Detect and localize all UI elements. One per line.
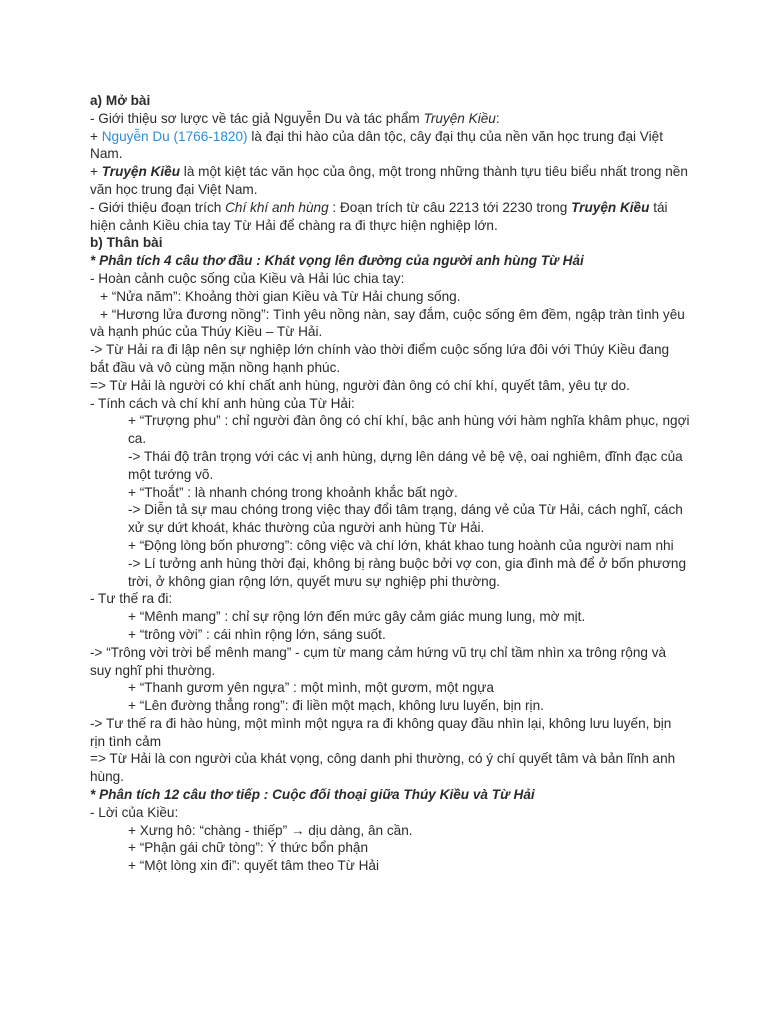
paragraph: + “Một lòng xin đi”: quyết tâm theo Từ Hải: [128, 858, 380, 874]
paragraph: - Lời của Kiều:: [90, 804, 179, 820]
section-heading-than-bai: b) Thân bài: [90, 235, 163, 251]
paragraph: + Xưng hô: “chàng - thiếp” → dịu dàng, ân cần.: [128, 822, 413, 838]
work-title: Truyện Kiều: [571, 199, 650, 215]
paragraph: -> Từ Hải ra đi lập nên sự nghiệp lớn chính vào thời điểm cuộc sống lứa đôi với Thúy Kiều đang bắt đầu và vô cùng mặn nồng hạnh phúc.: [90, 342, 670, 375]
paragraph: -> Thái độ trân trọng với các vị anh hùng, dựng lên dáng vẻ bệ vệ, oai nghiêm, đĩnh đạc của một tướng võ.: [128, 448, 683, 482]
paragraph: [90, 110, 690, 128]
paragraph: + “Động lòng bốn phương”: công việc và chí lớn, khát khao tung hoành của người nam nhi: [128, 537, 674, 553]
paragraph: + “Nửa năm”: Khoảng thời gian Kiều và Từ Hải chung sống.: [100, 288, 461, 304]
subsection-title: * Phân tích 12 câu thơ tiếp : Cuộc đối thoại giữa Thúy Kiều và Từ Hải: [90, 787, 535, 803]
paragraph: + “Trượng phu” : chỉ người đàn ông có chí khí, bậc anh hùng với hàm nghĩa khâm phục, ngợi ca.: [128, 413, 690, 447]
paragraph: [90, 163, 690, 199]
document-body: [90, 92, 690, 875]
paragraph: => Từ Hải là con người của khát vọng, công danh phi thường, có ý chí quyết tâm và bản lĩnh anh hùng.: [90, 751, 676, 785]
text-run: là một kiệt tác văn học của ông, một trong những thành tựu tiêu biểu nhất trong nền văn học trung đại Việt Nam.: [90, 164, 688, 197]
paragraph: + “Phận gái chữ tòng”: Ý thức bổn phận: [128, 840, 369, 856]
paragraph: -> Tư thế ra đi hào hùng, một mình một ngựa ra đi không quay đầu nhìn lại, không lưu luyến, bịn rịn tình cảm: [90, 715, 672, 749]
text-run: +: [90, 128, 102, 144]
section-heading-mo-bai: a) Mở bài: [90, 93, 151, 108]
paragraph: - Tính cách và chí khí anh hùng của Từ Hải:: [90, 395, 355, 411]
work-title: Truyện Kiều: [423, 110, 496, 126]
paragraph: - Tư thế ra đi:: [90, 591, 173, 607]
text-run: +: [90, 164, 102, 180]
text-run: - Giới thiệu sơ lược về tác giả Nguyễn Du và tác phẩm: [90, 110, 424, 126]
paragraph: - Hoàn cảnh cuộc sống của Kiều và Hải lúc chia tay:: [90, 270, 405, 286]
paragraph: -> Diễn tả sự mau chóng trong việc thay đổi tâm trạng, dáng vẻ của Từ Hải, cách nghĩ, cách xử sự dứt khoát, khác thường của người anh hùng Từ Hải.: [128, 502, 683, 536]
text-run: - Giới thiệu đoạn trích: [90, 199, 226, 215]
author-link[interactable]: Nguyễn Du (1766-1820): [101, 128, 248, 144]
paragraph: + “Thoắt” : là nhanh chóng trong khoảnh khắc bất ngờ.: [128, 484, 458, 500]
paragraph: + “Mênh mang” : chỉ sự rộng lớn đến mức gây cảm giác mung lung, mờ mịt.: [128, 609, 586, 625]
paragraph: -> Lí tưởng anh hùng thời đại, không bị ràng buộc bởi vợ con, gia đình mà để ở bốn phương trời, ở không gian rộng lớn, quyết mưu sự nghiệp phi thường.: [128, 555, 687, 589]
text-run: :: [495, 110, 500, 126]
excerpt-title: Chí khí anh hùng: [225, 199, 329, 215]
text-run: tái hiện cảnh Kiều chia tay Từ Hải để chàng ra đi thực hiện nghiệp lớn.: [90, 199, 668, 233]
work-title: Truyện Kiều: [101, 164, 181, 180]
subsection-title: * Phân tích 4 câu thơ đầu : Khát vọng lên đường của người anh hùng Từ Hải: [90, 253, 584, 269]
paragraph: -> “Trông vời trời bể mênh mang” - cụm từ mang cảm hứng vũ trụ chỉ tầm nhìn xa trông rộng và suy nghĩ phi thường.: [90, 644, 667, 678]
paragraph: + “Lên đường thẳng rong”: đi liền một mạch, không lưu luyến, bịn rịn.: [128, 698, 544, 714]
paragraph: + “trông vời” : cái nhìn rộng lớn, sáng suốt.: [128, 626, 386, 642]
paragraph: => Từ Hải là người có khí chất anh hùng, người đàn ông có chí khí, quyết tâm, yêu tự do.: [90, 377, 630, 393]
paragraph: + “Thanh gươm yên ngựa” : một mình, một gươm, một ngựa: [128, 680, 494, 696]
paragraph: + “Hương lửa đương nồng”: Tình yêu nồng nàn, say đắm, cuộc sống êm đềm, ngập tràn tình yêu và hạnh phúc của Thúy Kiều – Từ Hải.: [90, 306, 685, 340]
text-run: : Đoạn trích từ câu 2213 tới 2230 trong: [328, 199, 572, 215]
text-run: là đại thi hào của dân tộc, cây đại thụ của nền văn học trung đại Việt Nam.: [90, 128, 663, 162]
paragraph: [90, 128, 690, 164]
paragraph: [90, 199, 690, 235]
